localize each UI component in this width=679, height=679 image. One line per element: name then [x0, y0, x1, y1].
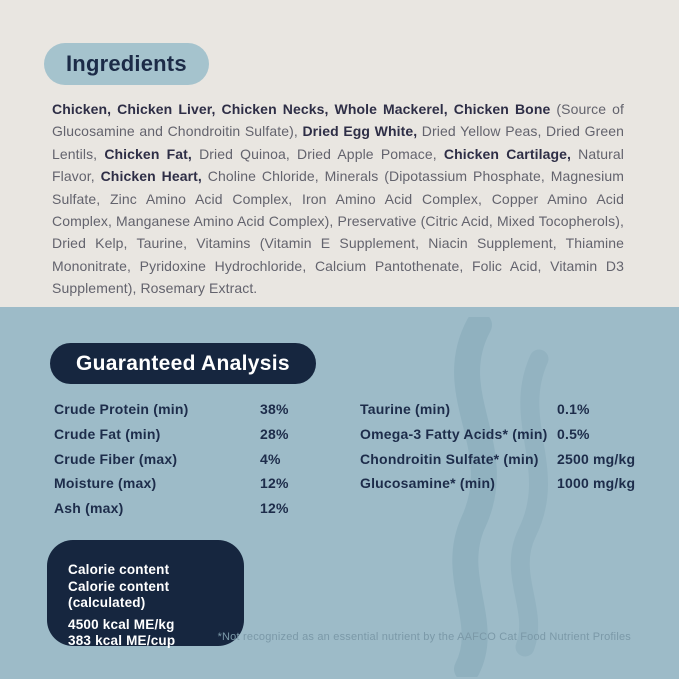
calorie-title-line: Calorie content (calculated): [68, 578, 170, 610]
ga-label: Omega-3 Fatty Acids* (min): [360, 425, 548, 442]
ga-value: 2500 mg/kg: [557, 450, 636, 467]
ingredient-segment: Dried Quinoa, Dried Apple Pomace,: [191, 145, 444, 162]
ingredient-segment: Dried Egg White,: [302, 123, 418, 140]
ga-label: Crude Protein (min): [54, 401, 189, 417]
ga-value: 0.1%: [557, 401, 590, 417]
ingredient-segment: Chicken, Chicken Liver, Chicken Necks, Whole Mackerel, Chicken Bone: [52, 101, 551, 117]
ingredient-segment: Chicken Cartilage,: [443, 145, 572, 162]
ga-col-left: [54, 401, 339, 525]
ingredients-pill: [44, 43, 209, 85]
ga-label: Ash (max): [54, 500, 124, 517]
calorie-value-line: 4500 kcal ME/kg: [68, 616, 175, 632]
ga-row: [54, 451, 339, 476]
ga-row: [360, 475, 660, 500]
calorie-titles: [68, 562, 234, 612]
ga-row: [54, 426, 339, 451]
ga-value: 1000 mg/kg: [557, 475, 636, 492]
calorie-title-line: Calorie content: [68, 562, 170, 577]
ingredients-section: [0, 0, 679, 307]
ingredients-paragraph: [52, 98, 624, 300]
aafco-footnote: *Not recognized as an essential nutrient by the AAFCO Cat Food Nutrient Profiles: [217, 631, 631, 643]
ga-value: 4%: [260, 450, 281, 467]
ingredient-segment: Chicken Fat,: [104, 145, 192, 162]
ga-row: [54, 500, 339, 525]
ingredient-segment: (Source of Glucosamine and Chondroitin Sulfate),: [52, 101, 625, 140]
ga-label: Glucosamine* (min): [360, 475, 496, 492]
calorie-value-line: 383 kcal ME/cup: [68, 633, 176, 648]
ga-value: 28%: [260, 425, 289, 442]
ga-row: [360, 426, 660, 451]
ga-row: [360, 401, 660, 426]
ingredient-segment: Natural Flavor,: [52, 145, 624, 185]
calorie-values: [68, 617, 234, 650]
guaranteed-analysis-section: [0, 307, 679, 679]
ga-col-right: [360, 401, 660, 500]
guaranteed-analysis-pill: [50, 343, 316, 384]
ga-label: Crude Fat (min): [54, 425, 161, 442]
ga-label: Moisture (max): [54, 475, 157, 492]
ga-value: 38%: [260, 401, 289, 417]
ga-value: 0.5%: [557, 425, 590, 442]
ga-row: [360, 451, 660, 476]
ga-label: Crude Fiber (max): [54, 450, 178, 467]
ingredient-segment: Dried Yellow Peas, Dried Green Lentils,: [52, 123, 624, 162]
calorie-content-box: [47, 540, 244, 646]
ga-value: 12%: [260, 475, 289, 492]
ga-label: Chondroitin Sulfate* (min): [360, 450, 539, 467]
ingredient-segment: Chicken Heart,: [100, 168, 202, 185]
ga-label: Taurine (min): [360, 401, 451, 417]
ingredient-segment: Choline Chloride, Minerals (Dipotassium Phosphate, Magnesium Sulfate, Zinc Amino Acid Complex, Iron Amino Acid Complex, Copper Amino Acid Complex, Manganese Amino Acid Complex), Preservative (Citric Acid, Mixed Tocopherols), Dried Kelp, Taurine, Vitamins (Vitamin E Supplement, Niacin Supplement, Thiamine Mononitrate, Pyridoxine Hydrochloride, Calcium Pantothenate, Folic Acid, Vitamin D3 Supplement), Rosemary Extract.: [52, 168, 624, 297]
ga-row: [54, 475, 339, 500]
ga-row: [54, 401, 339, 426]
guaranteed-analysis-title: Guaranteed Analysis: [76, 351, 290, 375]
ingredients-title: Ingredients: [66, 51, 187, 76]
ga-value: 12%: [260, 500, 289, 517]
